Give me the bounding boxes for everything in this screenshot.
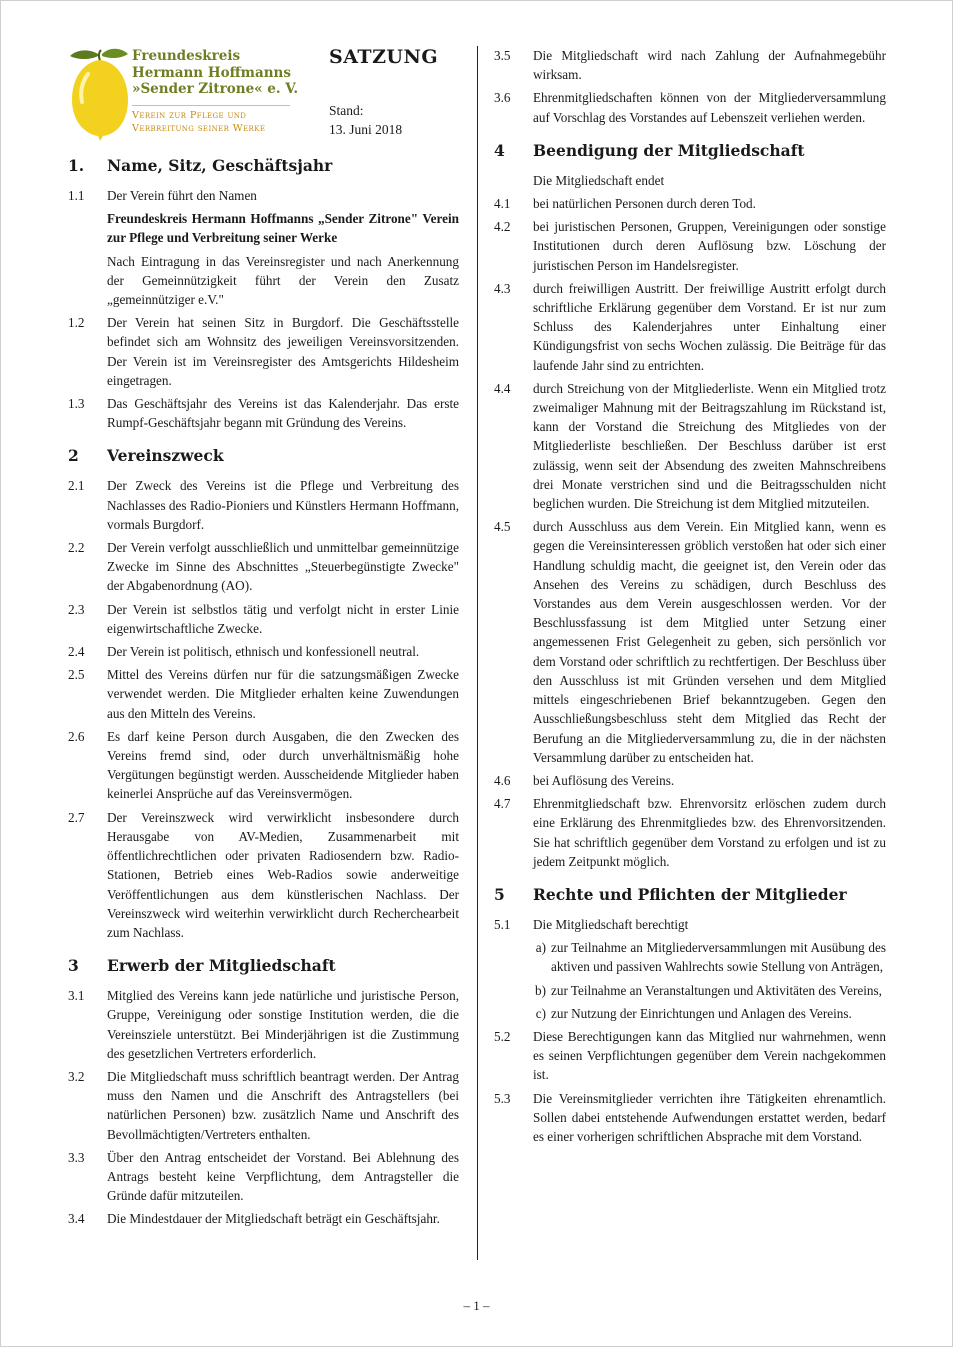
- section-heading: 5 Rechte und Pflichten der Mitglieder: [494, 884, 847, 904]
- association-name: Freundeskreis Hermann Hoffmanns „Sender Zitrone" Verein zur Pflege und Verbreitung seiner Werke: [107, 211, 459, 246]
- document-header: [68, 46, 459, 156]
- paragraph: 3.5 Die Mitgliedschaft wird nach Zahlung der Aufnahmegebühr wirksam.: [494, 48, 886, 83]
- paragraph: 2.6 Es darf keine Person durch Ausgaben, die den Zwecken des Vereins fremd sind, oder durch unverhältnismäßig hohe Vergütungen begünstigt werden. Ausscheidende Mitglieder haben keinerlei Ansprüche auf das Vereinsvermögen.: [68, 728, 459, 802]
- document-title: SATZUNG: [329, 46, 439, 68]
- left-column: [68, 46, 459, 1233]
- section-heading: 1. Name, Sitz, Geschäftsjahr: [68, 156, 333, 175]
- list-item: b) zur Teilnahme an Veranstaltungen und Aktivitäten des Vereins,: [535, 982, 882, 998]
- paragraph: 1.3 Das Geschäftsjahr des Vereins ist das Kalenderjahr. Das erste Rumpf-Geschäftsjahr begann mit Gründung des Vereins.: [68, 396, 459, 431]
- paragraph: 4.2 bei juristischen Personen, Gruppen, Vereinigungen oder sonstige Institutionen durch deren Auflösung bzw. Löschung der juristischen Person im Handelsregister.: [494, 219, 886, 273]
- paragraph: 3.2 Die Mitgliedschaft muss schriftlich beantragt werden. Der Antrag muss den Namen und die Anschrift des Antragstellers (bei natürlichen Personen) bzw. zusätzlich Name und Anschrift des Bevollmächtigten/Vertreters enthalten.: [68, 1068, 459, 1142]
- paragraph: 2.5 Mittel des Vereins dürfen nur für die satzungsmäßigen Zwecke verwendet werden. Die Mitglieder erhalten keine Zuwendungen aus den Mitteln des Vereins.: [68, 667, 459, 721]
- paragraph: 5.2 Diese Berechtigungen kann das Mitglied nur wahrnehmen, wenn es seinen Verpflichtungen gegenüber dem Verein nachgekommen ist.: [494, 1028, 886, 1083]
- organization-subtitle: Verein zur Pflege und Verbreitung seiner Werke: [132, 110, 266, 134]
- paragraph: 3.1 Mitglied des Vereins kann jede natürliche und juristische Person, Gruppe, Vereinigung oder sonstige Institution werden, die die Vereinsziele unterstützt. Bei Minderjährigen ist die Zustimmung des gesetzlichen Vertreters erforderlich.: [68, 988, 459, 1061]
- section-heading: 3 Erwerb der Mitgliedschaft: [68, 956, 336, 976]
- right-column: [494, 46, 886, 1150]
- lemon-logo-icon: [68, 46, 132, 142]
- section-heading: 2 Vereinszweck: [68, 446, 224, 466]
- paragraph: 2.2 Der Verein verfolgt ausschließlich und unmittelbar gemeinnützige Zwecke im Sinne des Abschnittes „Steuerbegünstigte Zwecke" der Abgabenordnung (AO).: [68, 540, 459, 594]
- document-date: Stand: 13. Juni 2018: [329, 103, 403, 137]
- paragraph: Nach Eintragung in das Vereinsregister und nach Anerkennung der Gemeinnützigkeit führt der Verein den Zusatz „gemeinnütziger e.V.": [107, 253, 459, 308]
- paragraph: 3.6 Ehrenmitgliedschaften können von der Mitgliederversammlung auf Vorschlag des Vorstandes auf Lebenszeit verliehen werden.: [494, 90, 886, 125]
- paragraph: 1.2 Der Verein hat seinen Sitz in Burgdorf. Die Geschäftsstelle befindet sich am Wohnsitz des jeweiligen Vereinsvorsitzenden. Der Verein ist im Vereinsregister des Amtsgerichts Hildesheim eingetragen.: [68, 315, 459, 388]
- column-divider: [477, 46, 478, 1260]
- paragraph: 2.1 Der Zweck des Vereins ist die Pflege und Verbreitung des Nachlasses des Radio-Pioniers und Künstlers Hermann Hoffmann, vormals Burgdorf.: [68, 478, 459, 532]
- paragraph: 3.3 Über den Antrag entscheidet der Vorstand. Bei Ablehnung des Antrags besteht keine Verpflichtung, dem Antragsteller die Gründe dafür mitzuteilen.: [68, 1149, 459, 1204]
- paragraph: 4.6 bei Auflösung des Vereins.: [494, 772, 675, 788]
- paragraph: 4.7 Ehrenmitgliedschaft bzw. Ehrenvorsitz erlöschen zudem durch eine Erklärung des Ehrenmitgliedes bzw. des Ehrenvorsitzenden. Sie hat schriftlich gegenüber dem Vorstand zu erfolgen und ist zu jedem Zeitpunkt möglich.: [494, 796, 886, 869]
- paragraph: 3.4 Die Mindestdauer der Mitgliedschaft beträgt ein Geschäftsjahr.: [68, 1211, 440, 1227]
- paragraph: 4.1 bei natürlichen Personen durch deren Tod.: [494, 196, 756, 212]
- paragraph: 4.5 durch Ausschluss aus dem Verein. Ein Mitglied kann, wenn es gegen die Vereinsinteressen gröblich verstoßen hat oder sich einer Handlung schuldig macht, die geeignet ist, den Verein oder das Ansehen des Vereins zu schädigen, durch Beschluss des Vorstandes aus dem Verein ausgeschlossen werden. Vor der Beschlussfassung ist dem Mitglied unter Setzung einer angemessenen Frist Gelegenheit zu geben, sich persönlich vor dem Vorstand oder schriftlich zu rechtfertigen. Der Beschluss über den Ausschluss ist mit Gründen versehen und dem Mitglied mittels eingeschriebenen Brief bekanntzugeben. Gegen den Ausschließungsbeschluss steht dem Mitglied das Recht der Berufung an die Mitgliederversammlung zu, die in der nächsten Versammlung darüber zu entscheiden hat.: [494, 519, 886, 765]
- paragraph: 2.4 Der Verein ist politisch, ethnisch und konfessionell neutral.: [68, 644, 420, 660]
- list-item: a) zur Teilnahme an Mitgliederversammlungen mit Ausübung des aktiven und passiven Wahlrechts sowie Stellung von Anträgen,: [535, 940, 886, 975]
- section-heading: 4 Beendigung der Mitgliedschaft: [494, 140, 805, 160]
- paragraph: 2.7 Der Vereinszweck wird verwirklicht insbesondere durch Herausgabe von AV-Medien, Zusammenarbeit mit öffentlichrechtlichen oder privaten Radiosendern bzw. Radio-Stationen, Betrieb eines Web-Radios sowie anderweitige Veröffentlichungen aus dem künstlerischen Nachlass. Der Vereinszweck wird weiterhin verwirklicht durch Recherchearbeit zum Nachlass.: [68, 809, 459, 940]
- organization-rule: [132, 105, 290, 106]
- paragraph: 5.3 Die Vereinsmitglieder verrichten ihre Tätigkeiten ehrenamtlich. Sollen dabei entstehende Aufwendungen erstattet werden, bedarf es einer vorherigen schriftlichen Absprache mit dem Vorstand.: [494, 1090, 886, 1144]
- paragraph: 1.1 Der Verein führt den Namen: [68, 188, 257, 203]
- paragraph: 5.1 Die Mitgliedschaft berechtigt: [494, 916, 689, 932]
- list-item: c) zur Nutzung der Einrichtungen und Anlagen des Vereins.: [535, 1005, 852, 1021]
- page-number: – 1 –: [463, 1298, 490, 1313]
- paragraph: 4.3 durch freiwilligen Austritt. Der freiwillige Austritt erfolgt durch schriftliche Erklärung gegenüber dem Vorstand. Er ist nur zum Schluss des Kalenderjahres unter Einhaltung einer Kündigungsfrist von sechs Wochen zulässig. Die Beiträge für das laufende Jahr sind zu entrichten.: [494, 280, 886, 373]
- paragraph: 4.4 durch Streichung von der Mitgliederliste. Wenn ein Mitglied trotz zweimaliger Mahnung mit der Beitragszahlung im Rückstand ist, kann der Vorstand die Streichung des Mitgliedes von der Mitgliederliste beschließen. Der Beschluss darüber ist erst zulässig, wenn seit der Absendung des zweiten Mahnschreibens drei Monate verstrichen sind und die Beitragsschulden nicht beglichen wurden. Die Streichung ist dem Mitglied mitzuteilen.: [494, 380, 886, 512]
- paragraph: Die Mitgliedschaft endet: [533, 172, 665, 188]
- organization-name: Freundeskreis Hermann Hoffmanns »Sender Zitrone« e. V.: [132, 48, 299, 97]
- paragraph: 2.3 Der Verein ist selbstlos tätig und verfolgt nicht in erster Linie eigenwirtschaftliche Zwecke.: [68, 601, 459, 636]
